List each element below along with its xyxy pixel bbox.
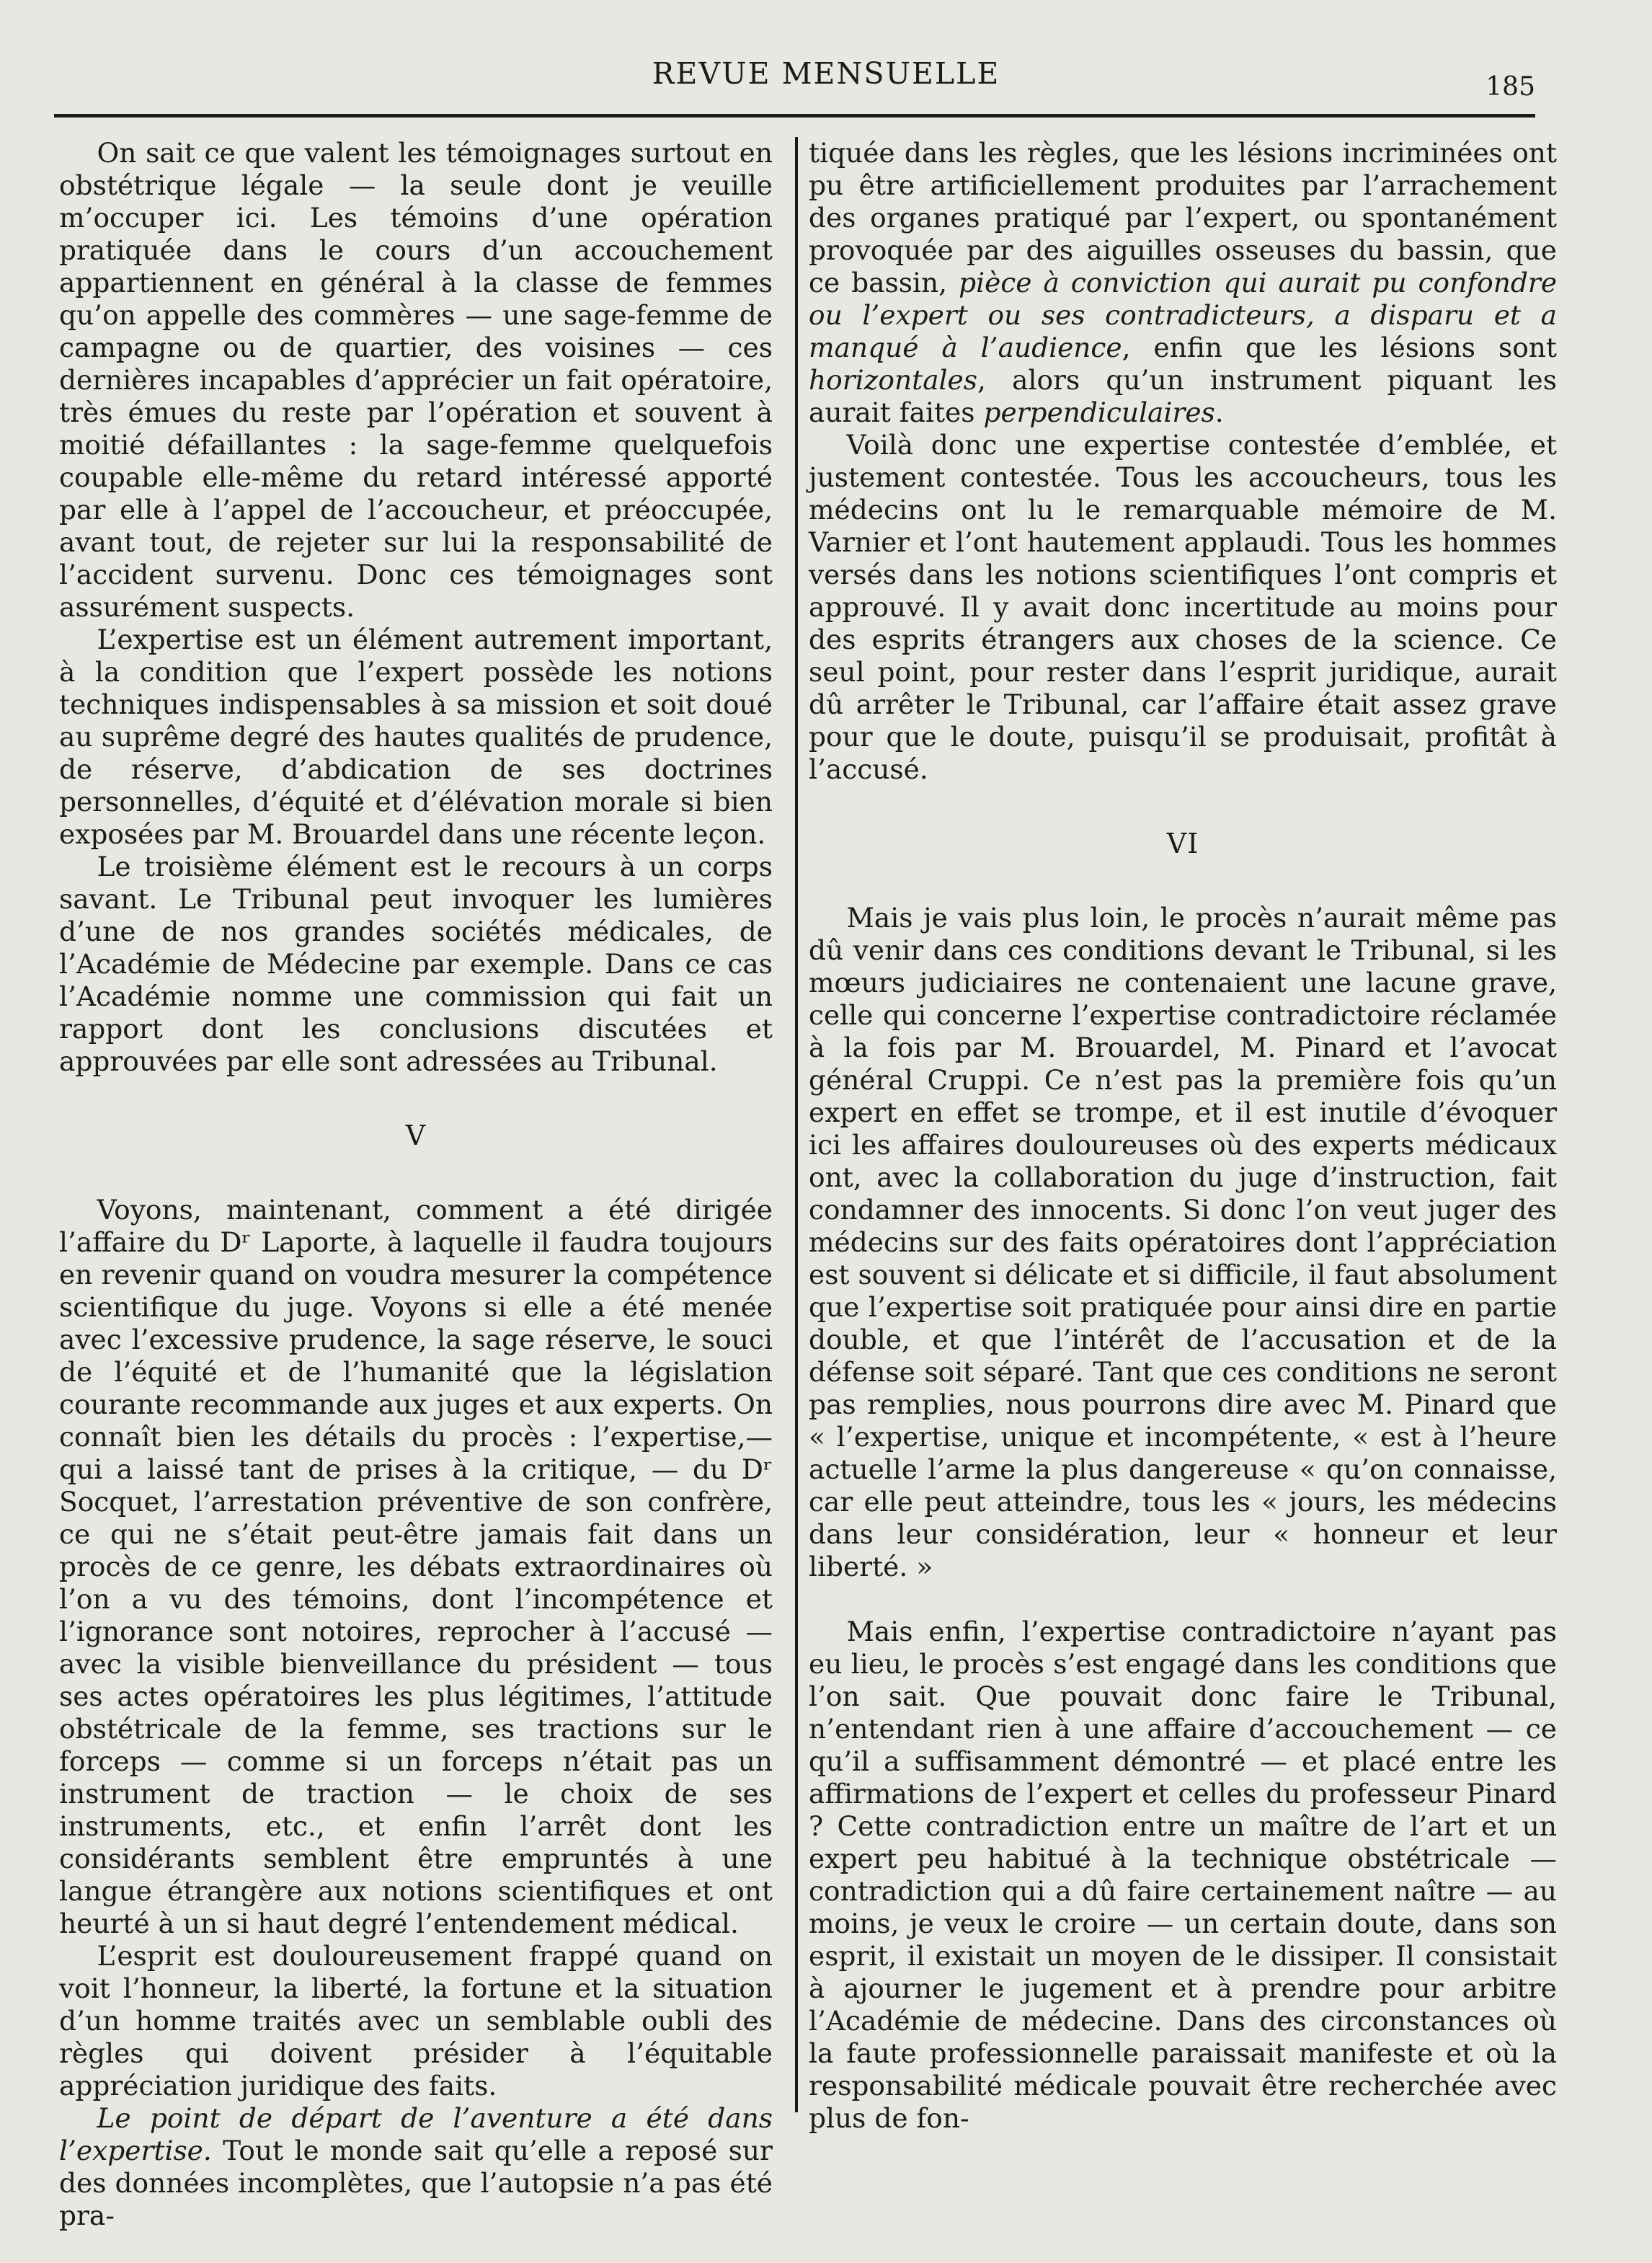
section-heading-vi: VI xyxy=(1166,828,1199,859)
paragraph: Voilà donc une expertise contestée d’emblée, et justement contestée. Tous les accoucheurs, tous les médecins ont lu le remarquable mémoire de M. Varnier et l’ont hautement applaudi. Tous les hommes versés dans les notions scientifiques l’ont compris et approuvé. Il y avait donc incertitude au moins pour des esprits étrangers aux choses de la science. Ce seul point, pour rester dans l’esprit juridique, aurait dû arrêter le Tribunal, car l’affaire était assez grave pour que le doute, puisqu’il se produisait, profitât à l’accusé. xyxy=(809,429,1557,785)
paragraph: On sait ce que valent les témoignages surtout en obstétrique légale — la seule dont je veuille m’occuper ici. Les témoins d’une opération pratiquée dans le cours d’un accouchement appartiennent en général à la classe de femmes qu’on appelle des commères — une sage-femme de campagne ou de quartier, des voisines — ces dernières incapables d’apprécier un fait opératoire, très émues du reste par l’opération et souvent à moitié défaillantes : la sage-femme quelquefois coupable elle-même du retard intéressé apporté par elle à l’appel de l’accoucheur, et préoccupée, avant tout, de rejeter sur lui la responsabilité de l’accident survenu. Donc ces témoignages sont assurément suspects. xyxy=(59,137,773,623)
italic-phrase: Le point de départ de l’aventure a été dans l’expertise. xyxy=(59,2102,773,2166)
paragraph xyxy=(59,2102,773,2232)
running-head: REVUE MENSUELLE xyxy=(652,56,1000,91)
italic-phrase: perpendiculaires xyxy=(983,397,1215,428)
paragraph: Voyons, maintenant, comment a été dirigée l’affaire du Dʳ Laporte, à laquelle il faudra toujours en revenir quand on voudra mesurer la compétence scientifique du juge. Voyons si elle a été menée avec l’excessive prudence, la sage réserve, le souci de l’équité et de l’humanité que la législation courante recommande aux juges et aux experts. On connaît bien les détails du procès : l’expertise,— qui a laissé tant de prises à la critique, — du Dʳ Socquet, l’arrestation préventive de son confrère, ce qui ne s’était peut-être jamais fait dans un procès de ce genre, les débats extraordinaires où l’on a vu des témoins, dont l’incompétence et l’ignorance sont notoires, reprocher à l’accusé — avec la visible bienveillance du président — tous ses actes opératoires les plus légitimes, l’attitude obstétricale de la femme, ses tractions sur le forceps — comme si un forceps n’était pas un instrument de traction — le choix de ses instruments, etc., et enfin l’arrêt dont les considérants semblent être empruntés à une langue étrangère aux notions scientifiques et ont heurté à un si haut degré l’entendement médical. xyxy=(59,1194,773,1939)
header-rule xyxy=(54,114,1535,118)
paragraph: Le troisième élément est le recours à un corps savant. Le Tribunal peut invoquer les lumières d’une de nos grandes sociétés médicales, de l’Académie de Médecine par exemple. Dans ce cas l’Académie nomme une commission qui fait un rapport dont les conclusions discutées et approuvées par elle sont adressées au Tribunal. xyxy=(59,851,773,1077)
text-run: , alors qu’un instrument piquant les aurait faites xyxy=(809,364,1557,428)
paragraph: L’esprit est douloureusement frappé quand on voit l’honneur, la liberté, la fortune et la situation d’un homme traités avec un semblable oubli des règles qui doivent présider à l’équitable appréciation juridique des faits. xyxy=(59,1940,773,2102)
paragraph: Mais je vais plus loin, le procès n’aurait même pas dû venir dans ces conditions devant le Tribunal, si les mœurs judiciaires ne contenaient une lacune grave, celle qui concerne l’expertise contradictoire réclamée à la fois par M. Brouardel, M. Pinard et l’avocat général Cruppi. Ce n’est pas la première fois qu’un expert en effet se trompe, et il est inutile d’évoquer ici les affaires douloureuses où des experts médicaux ont, avec la collaboration du juge d’instruction, fait condamner des innocents. Si donc l’on veut juger des médecins sur des faits opératoires dont l’appréciation est souvent si délicate et si difficile, il faut absolument que l’expertise soit pratiquée pour ainsi dire en partie double, et que l’intérêt de l’accusation et de la défense soit séparé. Tant que ces conditions ne seront pas remplies, nous pourrons dire avec M. Pinard que « l’expertise, unique et incompétente, « est à l’heure actuelle l’arme la plus dangereuse « qu’on connaisse, car elle peut atteindre, tous les « jours, les médecins dans leur considération, leur « honneur et leur liberté. » xyxy=(809,902,1557,1582)
text-run: Tout le monde sait qu’elle a reposé sur des données incomplètes, que l’autopsie n’a pas été pra- xyxy=(59,2135,773,2231)
paragraph xyxy=(809,137,1557,429)
right-column xyxy=(809,137,1557,2135)
text-run: . xyxy=(1214,397,1224,428)
paragraph: Mais enfin, l’expertise contradictoire n’ayant pas eu lieu, le procès s’est engagé dans les conditions que l’on sait. Que pouvait donc faire le Tribunal, n’entendant rien à une affaire d’accouchement — ce qu’il a suffisamment démontré — et placé entre les affirmations de l’expert et celles du professeur Pinard ? Cette contradiction entre un maître de l’art et un expert peu habitué à la technique obstétricale — contradiction qui a dû faire certainement naître — au moins, je veux le croire — un certain doute, dans son esprit, il existait un moyen de le dissiper. Il consistait à ajourner le jugement et à prendre pour arbitre l’Académie de médecine. Dans des circonstances où la faute professionnelle paraissait manifeste et où la responsabilité médicale pouvait être recherchée avec plus de fon- xyxy=(809,1616,1557,2134)
section-heading-v: V xyxy=(405,1120,427,1151)
left-column xyxy=(59,137,773,2232)
paragraph-gap xyxy=(809,1583,1557,1616)
paragraph: L’expertise est un élément autrement important, à la condition que l’expert possède les notions techniques indispensables à sa mission et soit doué au suprême degré des hautes qualités de prudence, de réserve, d’abdication de ses doctrines personnelles, d’équité et d’élévation morale si bien exposées par M. Brouardel dans une récente leçon. xyxy=(59,624,773,850)
page-number: 185 xyxy=(1486,72,1535,102)
text-run: , enfin que les lésions sont xyxy=(1122,332,1557,363)
italic-phrase: pièce à conviction qui aurait pu confondre ou l’expert ou ses contradicteurs, a disparu et a manqué à l’audience xyxy=(809,267,1558,363)
text-run: tiquée dans les règles, que les lésions incriminées ont pu être artificiellement produites par l’arrachement des organes pratiqué par l’expert, ou spontanément provoquée par des aiguilles osseuses du bassin, que ce bassin, xyxy=(809,137,1557,298)
italic-phrase: horizontales xyxy=(809,364,977,396)
column-divider xyxy=(795,137,798,2112)
